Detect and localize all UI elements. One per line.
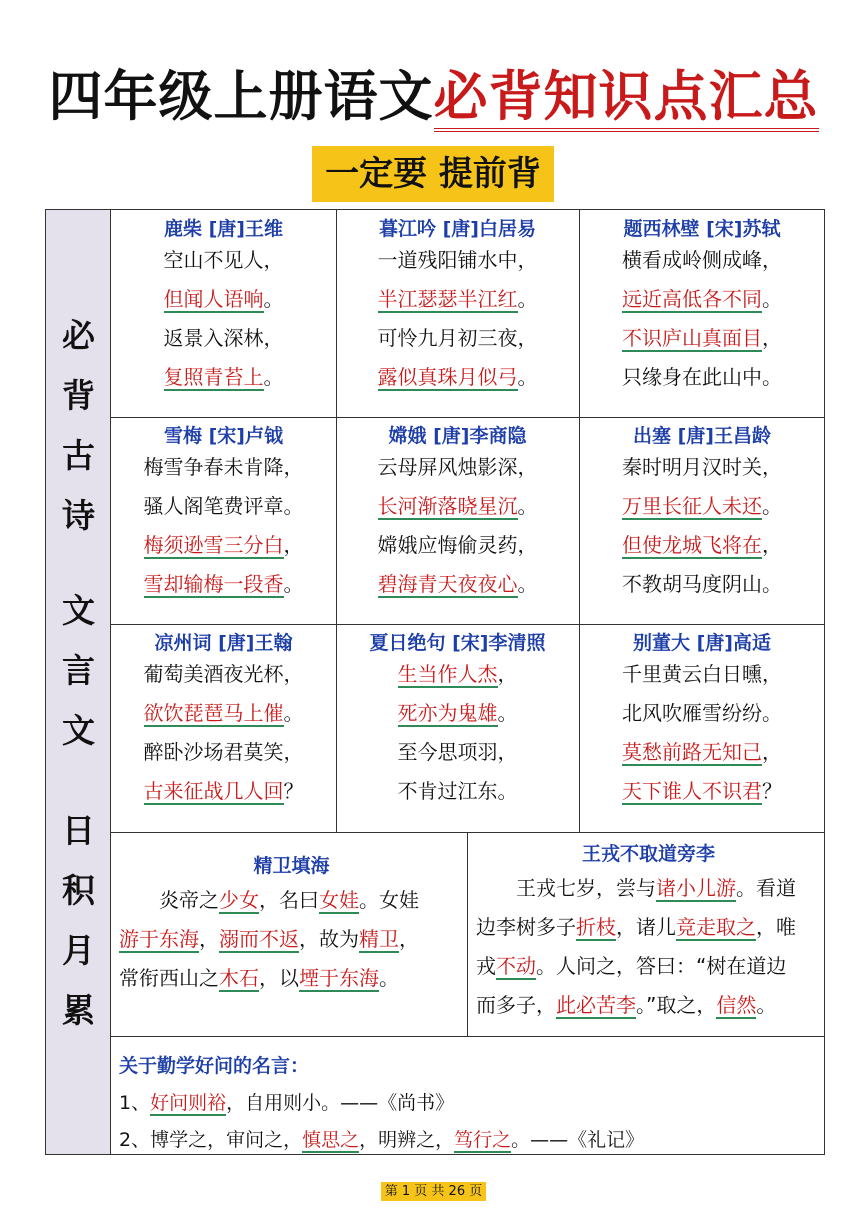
line-text: 一道残阳铺水中， <box>377 248 538 272</box>
poem-line <box>336 448 579 487</box>
key-phrase: 露似真珠月似弓 <box>377 365 518 389</box>
line-text: 骚人阁笔费评章。 <box>143 494 304 518</box>
line-text: 云母屏风烛影深， <box>377 455 538 479</box>
poem-title: 别董大 [唐]高适 <box>633 632 771 654</box>
side-char: 月 <box>62 931 95 970</box>
key-phrase: 慎思之 <box>302 1129 360 1151</box>
line-text: 葡萄美酒夜光杯， <box>143 662 304 686</box>
poem-title: 暮江吟 [唐]白居易 <box>379 218 536 240</box>
poem-line <box>336 526 579 565</box>
side-char: 古 <box>62 436 95 475</box>
grid-divider <box>111 624 825 625</box>
key-phrase: 生当作人杰 <box>397 662 498 686</box>
line-text: 。 <box>263 365 284 389</box>
line-text: 。 <box>756 993 777 1017</box>
line-text: 戎 <box>476 954 496 978</box>
poem-line <box>579 448 825 487</box>
poem-line <box>336 358 579 397</box>
line-text: 秦时明月汉时关， <box>622 455 782 479</box>
key-phrase: 死亦为鬼雄 <box>397 701 498 725</box>
poem-line <box>579 280 825 319</box>
key-phrase: 但使龙城飞将在 <box>622 533 762 557</box>
line-text: 千里黄云白日曛， <box>622 662 782 686</box>
line-text: 。 <box>517 572 538 596</box>
poem-line <box>111 772 336 811</box>
poem-line <box>111 565 336 604</box>
line-text: 。 <box>497 701 518 725</box>
grid-divider <box>111 417 825 418</box>
poem-cell <box>579 631 825 811</box>
line-text: ， <box>497 662 518 686</box>
line-text: 可怜九月初三夜， <box>377 326 538 350</box>
key-phrase: 折枝 <box>576 915 616 939</box>
line-text: 。看道 <box>736 876 796 900</box>
key-phrase: 半江瑟瑟半江红 <box>377 287 518 311</box>
key-phrase: 堙于东海 <box>299 966 379 990</box>
poem-line <box>111 358 336 397</box>
line-text: ？ <box>283 779 304 803</box>
poem-line <box>111 319 336 358</box>
prose-title: 王戎不取道旁李 <box>581 843 715 865</box>
prose-cell <box>119 851 464 998</box>
line-text: ，自用则小。——《尚书》 <box>226 1092 455 1114</box>
poem-line <box>111 694 336 733</box>
prose-line <box>476 947 821 986</box>
line-text: 边李树多子 <box>476 915 576 939</box>
key-phrase: 梅须逊雪三分白 <box>143 533 284 557</box>
line-text: ，明辨之， <box>359 1129 455 1151</box>
poem-line <box>579 487 825 526</box>
key-phrase: 雪却输梅一段香 <box>143 572 284 596</box>
grid-divider <box>111 832 825 833</box>
quotes-lines <box>119 1085 819 1159</box>
poem-title: 雪梅 [宋]卢钺 <box>164 425 283 447</box>
line-text: 炎帝之 <box>119 888 219 912</box>
side-char: 日 <box>62 811 95 850</box>
poem-cell <box>111 631 336 811</box>
title-highlight: 必背知识点汇总 <box>434 65 819 132</box>
key-phrase: 碧海青天夜夜心 <box>377 572 518 596</box>
key-phrase: 信然 <box>716 993 757 1017</box>
poem-line <box>579 694 825 733</box>
key-phrase: 游于东海 <box>119 927 199 951</box>
line-text: 。 <box>517 287 538 311</box>
poem-line <box>336 772 579 811</box>
line-text: 醉卧沙场君莫笑， <box>143 740 304 764</box>
key-phrase: 溺而不返 <box>219 927 299 951</box>
poem-cell <box>579 424 825 604</box>
poem-title: 夏日绝句 [宋]李清照 <box>369 632 546 654</box>
prose-cell <box>476 839 821 1025</box>
line-text: ， <box>762 533 782 557</box>
side-char: 言 <box>62 651 95 690</box>
key-phrase: 长河渐落晓星沉 <box>377 494 518 518</box>
side-char: 文 <box>62 711 95 750</box>
line-text: 。 <box>762 494 782 518</box>
poem-line <box>336 280 579 319</box>
poem-line <box>579 772 825 811</box>
line-text: 不肯过江东。 <box>397 779 518 803</box>
quotes-title: 关于勤学好问的名言： <box>119 1055 310 1077</box>
line-text: 。人问之，答曰：“树在道边 <box>536 954 787 978</box>
key-phrase: 少女 <box>219 888 259 912</box>
prose-line <box>119 881 464 920</box>
poem-line <box>336 487 579 526</box>
grid-divider <box>111 1036 825 1037</box>
line-text: 而多子， <box>476 993 556 1017</box>
poem-cell <box>336 217 579 397</box>
line-text: 。”取之， <box>636 993 717 1017</box>
poem-line <box>111 655 336 694</box>
key-phrase: 不动 <box>496 954 536 978</box>
line-text: 嫦娥应悔偷灵药， <box>377 533 538 557</box>
key-phrase: 木石 <box>219 966 259 990</box>
line-text: 北风吹雁雪纷纷。 <box>622 701 782 725</box>
key-phrase: 精卫 <box>359 927 399 951</box>
line-text: ，唯 <box>756 915 796 939</box>
poem-line <box>111 280 336 319</box>
key-phrase: 远近高低各不同 <box>622 287 762 311</box>
poem-line <box>336 319 579 358</box>
key-phrase: 笃行之 <box>454 1129 512 1151</box>
poem-line <box>336 241 579 280</box>
key-phrase: 好问则裕 <box>150 1092 227 1114</box>
grid-divider <box>336 210 337 832</box>
poem-line <box>579 526 825 565</box>
line-text: ，以 <box>259 966 299 990</box>
poem-line <box>579 241 825 280</box>
line-text: ， <box>762 740 782 764</box>
poem-line <box>579 733 825 772</box>
line-text: 至今思项羽， <box>397 740 518 764</box>
line-text: ， <box>199 927 219 951</box>
line-text: 空山不见人， <box>163 248 284 272</box>
side-char: 必 <box>62 316 95 355</box>
poem-line <box>579 565 825 604</box>
quote-line <box>119 1085 819 1122</box>
prose-title: 精卫填海 <box>253 855 330 877</box>
line-text: 。 <box>379 966 399 990</box>
grid-divider <box>579 210 580 832</box>
side-char: 诗 <box>62 496 95 535</box>
line-text: ，名曰 <box>259 888 319 912</box>
poem-cell <box>579 217 825 397</box>
key-phrase: 莫愁前路无知己 <box>622 740 762 764</box>
quotes-section <box>119 1048 819 1159</box>
line-text: 。 <box>263 287 284 311</box>
poem-line <box>336 565 579 604</box>
page-title <box>0 62 867 132</box>
poem-line <box>111 733 336 772</box>
poem-line <box>579 655 825 694</box>
line-text: 返景入深林， <box>163 326 284 350</box>
line-text: ，诸儿 <box>616 915 676 939</box>
page-footer <box>0 1180 867 1199</box>
line-text: 王戎七岁，尝与 <box>476 876 656 900</box>
line-text: 2、博学之，审问之， <box>119 1129 303 1151</box>
banner-must-memorize: 一定要 提前背 <box>312 146 554 202</box>
line-text: ， <box>399 927 419 951</box>
poem-title: 出塞 [唐]王昌龄 <box>633 425 771 447</box>
poem-line <box>336 694 579 733</box>
poem-line <box>579 358 825 397</box>
title-main: 四年级上册语文 <box>48 65 434 128</box>
poem-line <box>111 448 336 487</box>
key-phrase: 复照青苔上 <box>163 365 264 389</box>
prose-line <box>119 920 464 959</box>
line-text: ，故为 <box>299 927 359 951</box>
poem-line <box>336 655 579 694</box>
poem-line <box>336 733 579 772</box>
poem-line <box>111 526 336 565</box>
line-text: 。 <box>762 287 782 311</box>
side-char: 累 <box>62 991 95 1030</box>
key-phrase: 天下谁人不识君 <box>622 779 762 803</box>
line-text: 。 <box>283 572 304 596</box>
key-phrase: 女娃 <box>319 888 359 912</box>
key-phrase: 欲饮琵琶马上催 <box>143 701 284 725</box>
line-text: 1、 <box>119 1092 151 1114</box>
poem-title: 鹿柴 [唐]王维 <box>164 218 283 240</box>
line-text: 常衔西山之 <box>119 966 219 990</box>
line-text: ， <box>762 326 782 350</box>
side-char: 文 <box>62 591 95 630</box>
key-phrase: 不识庐山真面目 <box>622 326 762 350</box>
poem-line <box>111 487 336 526</box>
page-number: 第 1 页 共 26 页 <box>381 1182 486 1201</box>
line-text: 。——《礼记》 <box>511 1129 645 1151</box>
grid-divider <box>467 832 468 1036</box>
line-text: 。 <box>283 701 304 725</box>
line-text: 。 <box>517 365 538 389</box>
poem-cell <box>336 631 579 811</box>
line-text: 只缘身在此山中。 <box>622 365 782 389</box>
poem-title: 题西林壁 [宋]苏轼 <box>623 218 781 240</box>
line-text: 不教胡马度阴山。 <box>622 572 782 596</box>
line-text: 。女娃 <box>359 888 419 912</box>
poem-cell <box>336 424 579 604</box>
prose-line <box>119 959 464 998</box>
key-phrase: 竞走取之 <box>676 915 756 939</box>
key-phrase: 但闻人语响 <box>163 287 264 311</box>
prose-line <box>476 869 821 908</box>
line-text: 。 <box>517 494 538 518</box>
key-phrase: 诸小儿游 <box>656 876 736 900</box>
line-text: 横看成岭侧成峰， <box>622 248 782 272</box>
prose-line <box>476 986 821 1025</box>
poem-line <box>111 241 336 280</box>
side-char: 背 <box>62 376 95 415</box>
line-text: 梅雪争春未肯降， <box>143 455 304 479</box>
key-phrase: 万里长征人未还 <box>622 494 762 518</box>
poem-line <box>579 319 825 358</box>
poem-cell <box>111 217 336 397</box>
side-label-column <box>46 210 111 1154</box>
line-text: ， <box>283 533 304 557</box>
key-phrase: 古来征战几人回 <box>143 779 284 803</box>
side-char: 积 <box>62 871 95 910</box>
key-phrase: 此必苦李 <box>556 993 636 1017</box>
content-table <box>45 209 825 1155</box>
prose-line <box>476 908 821 947</box>
poem-title: 凉州词 [唐]王翰 <box>154 632 293 654</box>
line-text: ？ <box>762 779 782 803</box>
quote-line <box>119 1122 819 1159</box>
poem-title: 嫦娥 [唐]李商隐 <box>388 425 527 447</box>
poem-cell <box>111 424 336 604</box>
